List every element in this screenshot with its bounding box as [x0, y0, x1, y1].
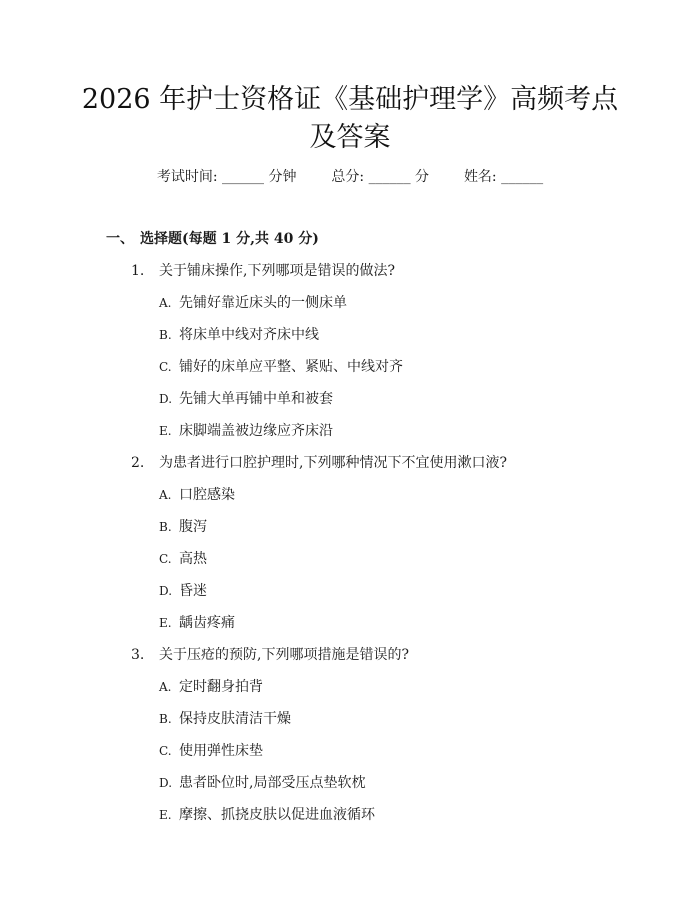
- question-number: 3.: [131, 647, 145, 663]
- option-letter: C.: [159, 360, 172, 374]
- option-2b: [159, 516, 207, 538]
- option-text: 先铺好靠近床头的一侧床单: [179, 295, 347, 311]
- question-text: 关于铺床操作,下列哪项是错误的做法?: [159, 263, 395, 279]
- option-letter: D.: [159, 584, 173, 598]
- option-text: 将床单中线对齐床中线: [179, 327, 319, 343]
- name-blank: ______: [501, 169, 544, 185]
- option-text: 昏迷: [179, 583, 207, 599]
- question-2: [131, 452, 507, 474]
- section-title: 选择题(每题 1 分,共 40 分): [140, 231, 319, 247]
- option-letter: E.: [159, 424, 172, 438]
- option-text: 摩擦、抓挠皮肤以促进血液循环: [179, 807, 375, 823]
- option-text: 高热: [179, 551, 207, 567]
- option-2e: [159, 612, 235, 634]
- option-1e: [159, 420, 333, 442]
- option-text: 床脚端盖被边缘应齐床沿: [179, 423, 333, 439]
- option-1d: [159, 388, 333, 410]
- name-label: 姓名:: [463, 169, 497, 185]
- option-letter: D.: [159, 392, 173, 406]
- score-unit: 分: [415, 169, 430, 185]
- option-text: 腹泻: [179, 519, 207, 535]
- option-2d: [159, 580, 207, 602]
- option-letter: B.: [159, 712, 172, 726]
- option-text: 龋齿疼痛: [179, 615, 235, 631]
- option-letter: A.: [159, 680, 172, 694]
- option-text: 使用弹性床垫: [179, 743, 263, 759]
- option-1b: [159, 324, 319, 346]
- question-text: 为患者进行口腔护理时,下列哪种情况下不宜使用漱口液?: [159, 455, 507, 471]
- section-heading: [106, 228, 319, 250]
- option-letter: B.: [159, 328, 172, 342]
- time-label: 考试时间:: [156, 169, 218, 185]
- option-letter: B.: [159, 520, 172, 534]
- time-blank: ______: [222, 169, 265, 185]
- option-1a: [159, 292, 347, 314]
- score-label: 总分:: [331, 169, 365, 185]
- question-3: [131, 644, 409, 666]
- option-text: 铺好的床单应平整、紧贴、中线对齐: [179, 359, 403, 375]
- option-1c: [159, 356, 403, 378]
- option-letter: C.: [159, 552, 172, 566]
- option-text: 定时翻身拍背: [179, 679, 263, 695]
- option-3c: [159, 740, 263, 762]
- option-2a: [159, 484, 235, 506]
- score-blank: ______: [368, 169, 411, 185]
- exam-meta: [0, 166, 700, 188]
- option-text: 保持皮肤清洁干燥: [179, 711, 291, 727]
- document-title-line1: 2026 年护士资格证《基础护理学》高频考点: [81, 84, 619, 115]
- option-3a: [159, 676, 263, 698]
- option-letter: A.: [159, 296, 172, 310]
- option-text: 口腔感染: [179, 487, 235, 503]
- question-number: 1.: [131, 263, 145, 279]
- document-title-line2: 及答案: [309, 122, 391, 153]
- option-text: 先铺大单再铺中单和被套: [179, 391, 333, 407]
- question-number: 2.: [131, 455, 145, 471]
- option-3e: [159, 804, 375, 826]
- option-letter: E.: [159, 808, 172, 822]
- section-number: 一、: [106, 231, 134, 247]
- option-letter: C.: [159, 744, 172, 758]
- option-text: 患者卧位时,局部受压点垫软枕: [179, 775, 366, 791]
- time-unit: 分钟: [268, 169, 297, 185]
- option-letter: A.: [159, 488, 172, 502]
- question-text: 关于压疮的预防,下列哪项措施是错误的?: [159, 647, 409, 663]
- option-3d: [159, 772, 365, 794]
- option-letter: E.: [159, 616, 172, 630]
- option-3b: [159, 708, 291, 730]
- option-letter: D.: [159, 776, 173, 790]
- option-2c: [159, 548, 207, 570]
- question-1: [131, 260, 395, 282]
